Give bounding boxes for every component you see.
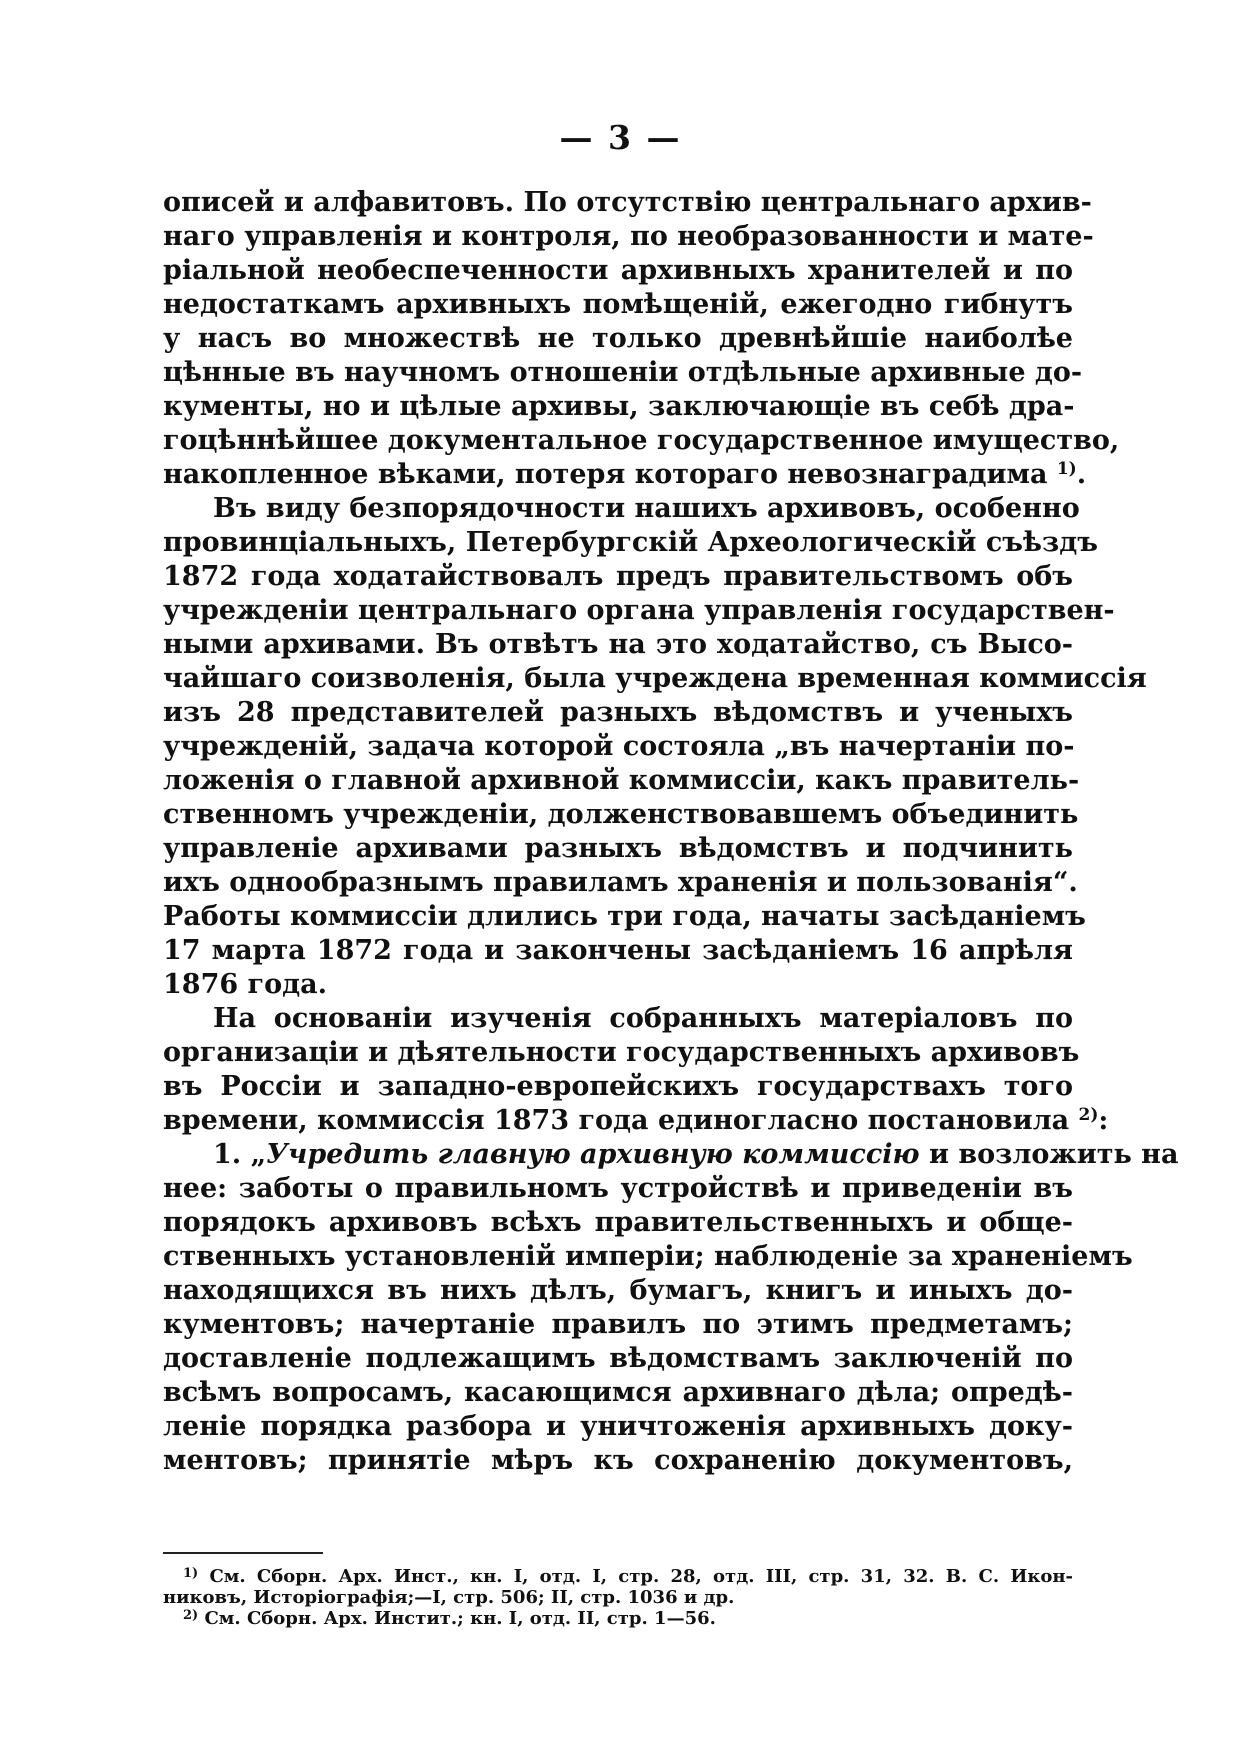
footnote-divider <box>163 1552 323 1554</box>
footnote-1-cont: никовъ, Исторіографія;—I, стр. 506; II, стр. 1036 и др. <box>163 1587 735 1608</box>
footnote-text: См. Сборн. Арх. Инст., кн. I, отд. I, стр. 28, отд. III, стр. 31, 32. В. С. Икон- <box>198 1566 1073 1587</box>
text-line: кументовъ; начертаніе правилъ по этимъ предметамъ; <box>163 1309 1073 1340</box>
text-line: 1872 года ходатайствовалъ предъ правительствомъ объ <box>163 561 1073 592</box>
footnote-text: См. Сборн. Арх. Инстит.; кн. I, отд. II, стр. 1—56. <box>198 1608 716 1629</box>
text-line: ственныхъ установленій имперіи; наблюденіе за храненіемъ <box>163 1241 1133 1272</box>
text-line: учрежденій, задача которой состояла „въ начертаніи по- <box>163 731 1075 762</box>
item-italic-text: Учредить главную архивную коммиссію <box>266 1139 920 1170</box>
text-line-with-footnote: времени, коммиссія 1873 года единогласно постановила $^{2)}$: <box>163 1105 1109 1136</box>
list-item-number: 1. „ <box>213 1139 267 1170</box>
text-line: Въ виду безпорядочности нашихъ архивовъ, особенно <box>213 493 1080 524</box>
text-line: провинціальныхъ, Петербургскій Археологическій съѣздъ <box>163 527 1098 558</box>
item-rest-text: и возложить на <box>919 1139 1179 1170</box>
text-line: леніе порядка разбора и уничтоженія архивныхъ доку- <box>163 1411 1073 1442</box>
footnote-2 <box>163 1608 1073 1629</box>
text-line: 17 марта 1872 года и закончены засѣданіемъ 16 апрѣля <box>163 935 1073 966</box>
footnote-mark: 2) <box>183 1608 199 1623</box>
text-line: организаціи и дѣятельности государственныхъ архивовъ <box>163 1037 1080 1068</box>
text-line: управленіе архивами разныхъ вѣдомствъ и подчинить <box>163 833 1073 864</box>
footnotes <box>163 1566 1073 1629</box>
text-line: ихъ однообразнымъ правиламъ храненія и пользованія“. <box>163 867 1078 898</box>
text-line: доставленіе подлежащимъ вѣдомствамъ заключеній по <box>163 1343 1073 1374</box>
text-line: гоцѣннѣйшее документальное государственное имущество, <box>163 425 1120 456</box>
text-line: нее: заботы о правильномъ устройствѣ и приведеніи въ <box>163 1173 1073 1204</box>
text-line: 1876 года. <box>163 969 327 1000</box>
text-line: въ Россіи и западно-европейскихъ государствахъ того <box>163 1071 1073 1102</box>
text-line: ложенія о главной архивной коммиссіи, какъ правитель- <box>163 765 1080 796</box>
body-text <box>163 186 1179 1478</box>
page-number: — 3 — <box>559 118 682 157</box>
text-line: у насъ во множествѣ не только древнѣйшіе наиболѣе <box>163 323 1073 354</box>
text-line: ными архивами. Въ отвѣтъ на это ходатайство, съ Высо- <box>163 629 1073 660</box>
text-line: всѣмъ вопросамъ, касающимся архивнаго дѣла; опредѣ- <box>163 1377 1073 1408</box>
text-line: находящихся въ нихъ дѣлъ, бумагъ, книгъ и иныхъ до- <box>163 1275 1073 1306</box>
footnote-ref: 2) <box>1078 1105 1099 1125</box>
text-line: описей и алфавитовъ. По отсутствію центральнаго архив- <box>163 187 1092 218</box>
footnote-ref: 1) <box>1056 459 1077 479</box>
text-line: наго управленія и контроля, по необразованности и мате- <box>163 221 1094 252</box>
text-line-content: накопленное вѣками, потеря котораго невознаградима <box>163 459 1048 490</box>
footnote-1 <box>163 1566 1073 1587</box>
text-line: На основаніи изученія собранныхъ матеріаловъ по <box>213 1003 1073 1034</box>
text-line: Работы коммиссіи длились три года, начаты засѣданіемъ <box>163 901 1086 932</box>
text-line: порядокъ архивовъ всѣхъ правительственныхъ и обще- <box>163 1207 1073 1238</box>
text-line: изъ 28 представителей разныхъ вѣдомствъ и ученыхъ <box>163 697 1073 728</box>
text-line: ментовъ; принятіе мѣръ къ сохраненію документовъ, <box>163 1445 1073 1476</box>
text-line: ріальной необеспеченности архивныхъ хранителей и по <box>163 255 1073 286</box>
text-line: чайшаго соизволенія, была учреждена временная коммиссія <box>163 663 1147 694</box>
text-line-content: времени, коммиссія 1873 года единогласно постановила <box>163 1105 1070 1136</box>
text-line: недостаткамъ архивныхъ помѣщеній, ежегодно гибнутъ <box>163 289 1073 320</box>
text-line: цѣнные въ научномъ отношеніи отдѣльные архивные до- <box>163 357 1083 388</box>
text-line: ственномъ учрежденіи, долженствовавшемъ объединить <box>163 799 1079 830</box>
text-line: учрежденіи центральнаго органа управленія государствен- <box>163 595 1115 626</box>
text-line-with-footnote: накопленное вѣками, потеря котораго невознаградима $^{1)}$. <box>163 459 1087 490</box>
text-line: кументы, но и цѣлые архивы, заключающіе въ себѣ дра- <box>163 391 1075 422</box>
list-item-1 <box>163 1138 1179 1172</box>
footnote-mark: 1) <box>183 1566 199 1581</box>
